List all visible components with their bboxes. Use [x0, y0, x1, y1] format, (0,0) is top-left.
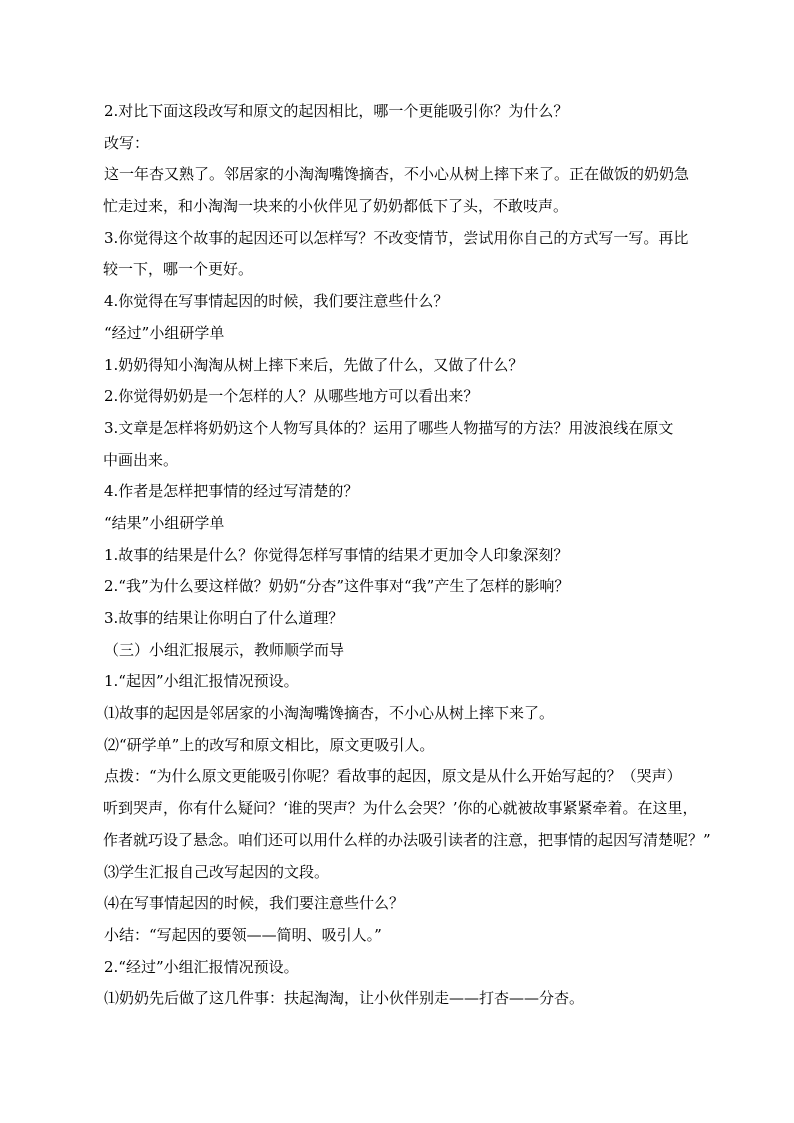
cause-report-item-4: ⑷在写事情起因的时候，我们要注意些什么？: [104, 894, 405, 913]
result-question-1: 1.故事的结果是什么？你觉得怎样写事情的结果才更加令人印象深刻？: [104, 545, 569, 564]
question-4-cause: 4.你觉得在写事情起因的时候，我们要注意些什么？: [104, 292, 449, 311]
cause-report-item-3: ⑶学生汇报自己改写起因的文段。: [104, 862, 330, 881]
document-body: [104, 96, 728, 1015]
section-3-heading: （三）小组汇报展示，教师顺学而导: [104, 640, 345, 659]
guidance-line-3: 作者就巧设了悬念。咱们还可以用什么样的办法吸引读者的注意，把事情的起因写清楚呢？”: [103, 830, 711, 849]
rewrite-label: 改写：: [104, 133, 150, 152]
process-question-1: 1.奶奶得知小淘淘从树上摔下来后，先做了什么，又做了什么？: [104, 355, 524, 374]
result-question-3: 3.故事的结果让你明白了什么道理？: [104, 609, 344, 627]
process-question-3-line-1: 3.文章是怎样将奶奶这个人物写具体的？运用了哪些人物描写的方法？用波浪线在原文: [104, 418, 674, 437]
guidance-line-1: 点拨：“为什么原文更能吸引你呢？看故事的起因，原文是从什么开始写起的？（哭声）: [104, 767, 682, 786]
rewrite-text-line-1: 这一年杏又熟了。邻居家的小淘淘嘴馋摘杏，不小心从树上摔下来了。正在做饭的奶奶急: [104, 165, 690, 184]
result-study-sheet-heading: “结果”小组研学单: [104, 513, 225, 532]
guidance-line-2: 听到哭声，你有什么疑问？‘谁的哭声？为什么会哭？’你的心就被故事紧紧牵着。在这里，: [103, 799, 698, 818]
process-question-4: 4.作者是怎样把事情的经过写清楚的？: [104, 482, 359, 501]
process-study-sheet-heading: “经过”小组研学单: [104, 323, 225, 342]
result-question-2: 2.“我”为什么要这样做？奶奶“分杏”这件事对“我”产生了怎样的影响？: [104, 577, 570, 596]
process-report-heading: 2.“经过”小组汇报情况预设。: [104, 957, 299, 976]
rewrite-text-line-2: 忙走过来，和小淘淘一块来的小伙伴见了奶奶都低下了头，不敢吱声。: [103, 197, 569, 216]
question-2-compare: 2.对比下面这段改写和原文的起因相比，哪一个更能吸引你？为什么？: [104, 102, 569, 120]
process-question-2: 2.你觉得奶奶是一个怎样的人？从哪些地方可以看出来？: [104, 387, 479, 406]
question-3-line-2: 较一下，哪一个更好。: [103, 260, 254, 279]
process-report-item-1: ⑴奶奶先后做了这几件事：扶起淘淘，让小伙伴别走——打杏——分杏。: [104, 989, 585, 1008]
summary-line: 小结：“写起因的要领——简明、吸引人。”: [104, 925, 382, 944]
cause-report-heading: 1.“起因”小组汇报情况预设。: [104, 672, 299, 691]
process-question-3-line-2: 中画出来。: [103, 450, 179, 469]
cause-report-item-2: ⑵“研学单”上的改写和原文相比，原文更吸引人。: [104, 735, 435, 754]
question-3-line-1: 3.你觉得这个故事的起因还可以怎样写？不改变情节，尝试用你自己的方式写一写。再比: [104, 228, 689, 247]
cause-report-item-1: ⑴故事的起因是邻居家的小淘淘嘴馋摘杏，不小心从树上摔下来了。: [104, 704, 555, 723]
